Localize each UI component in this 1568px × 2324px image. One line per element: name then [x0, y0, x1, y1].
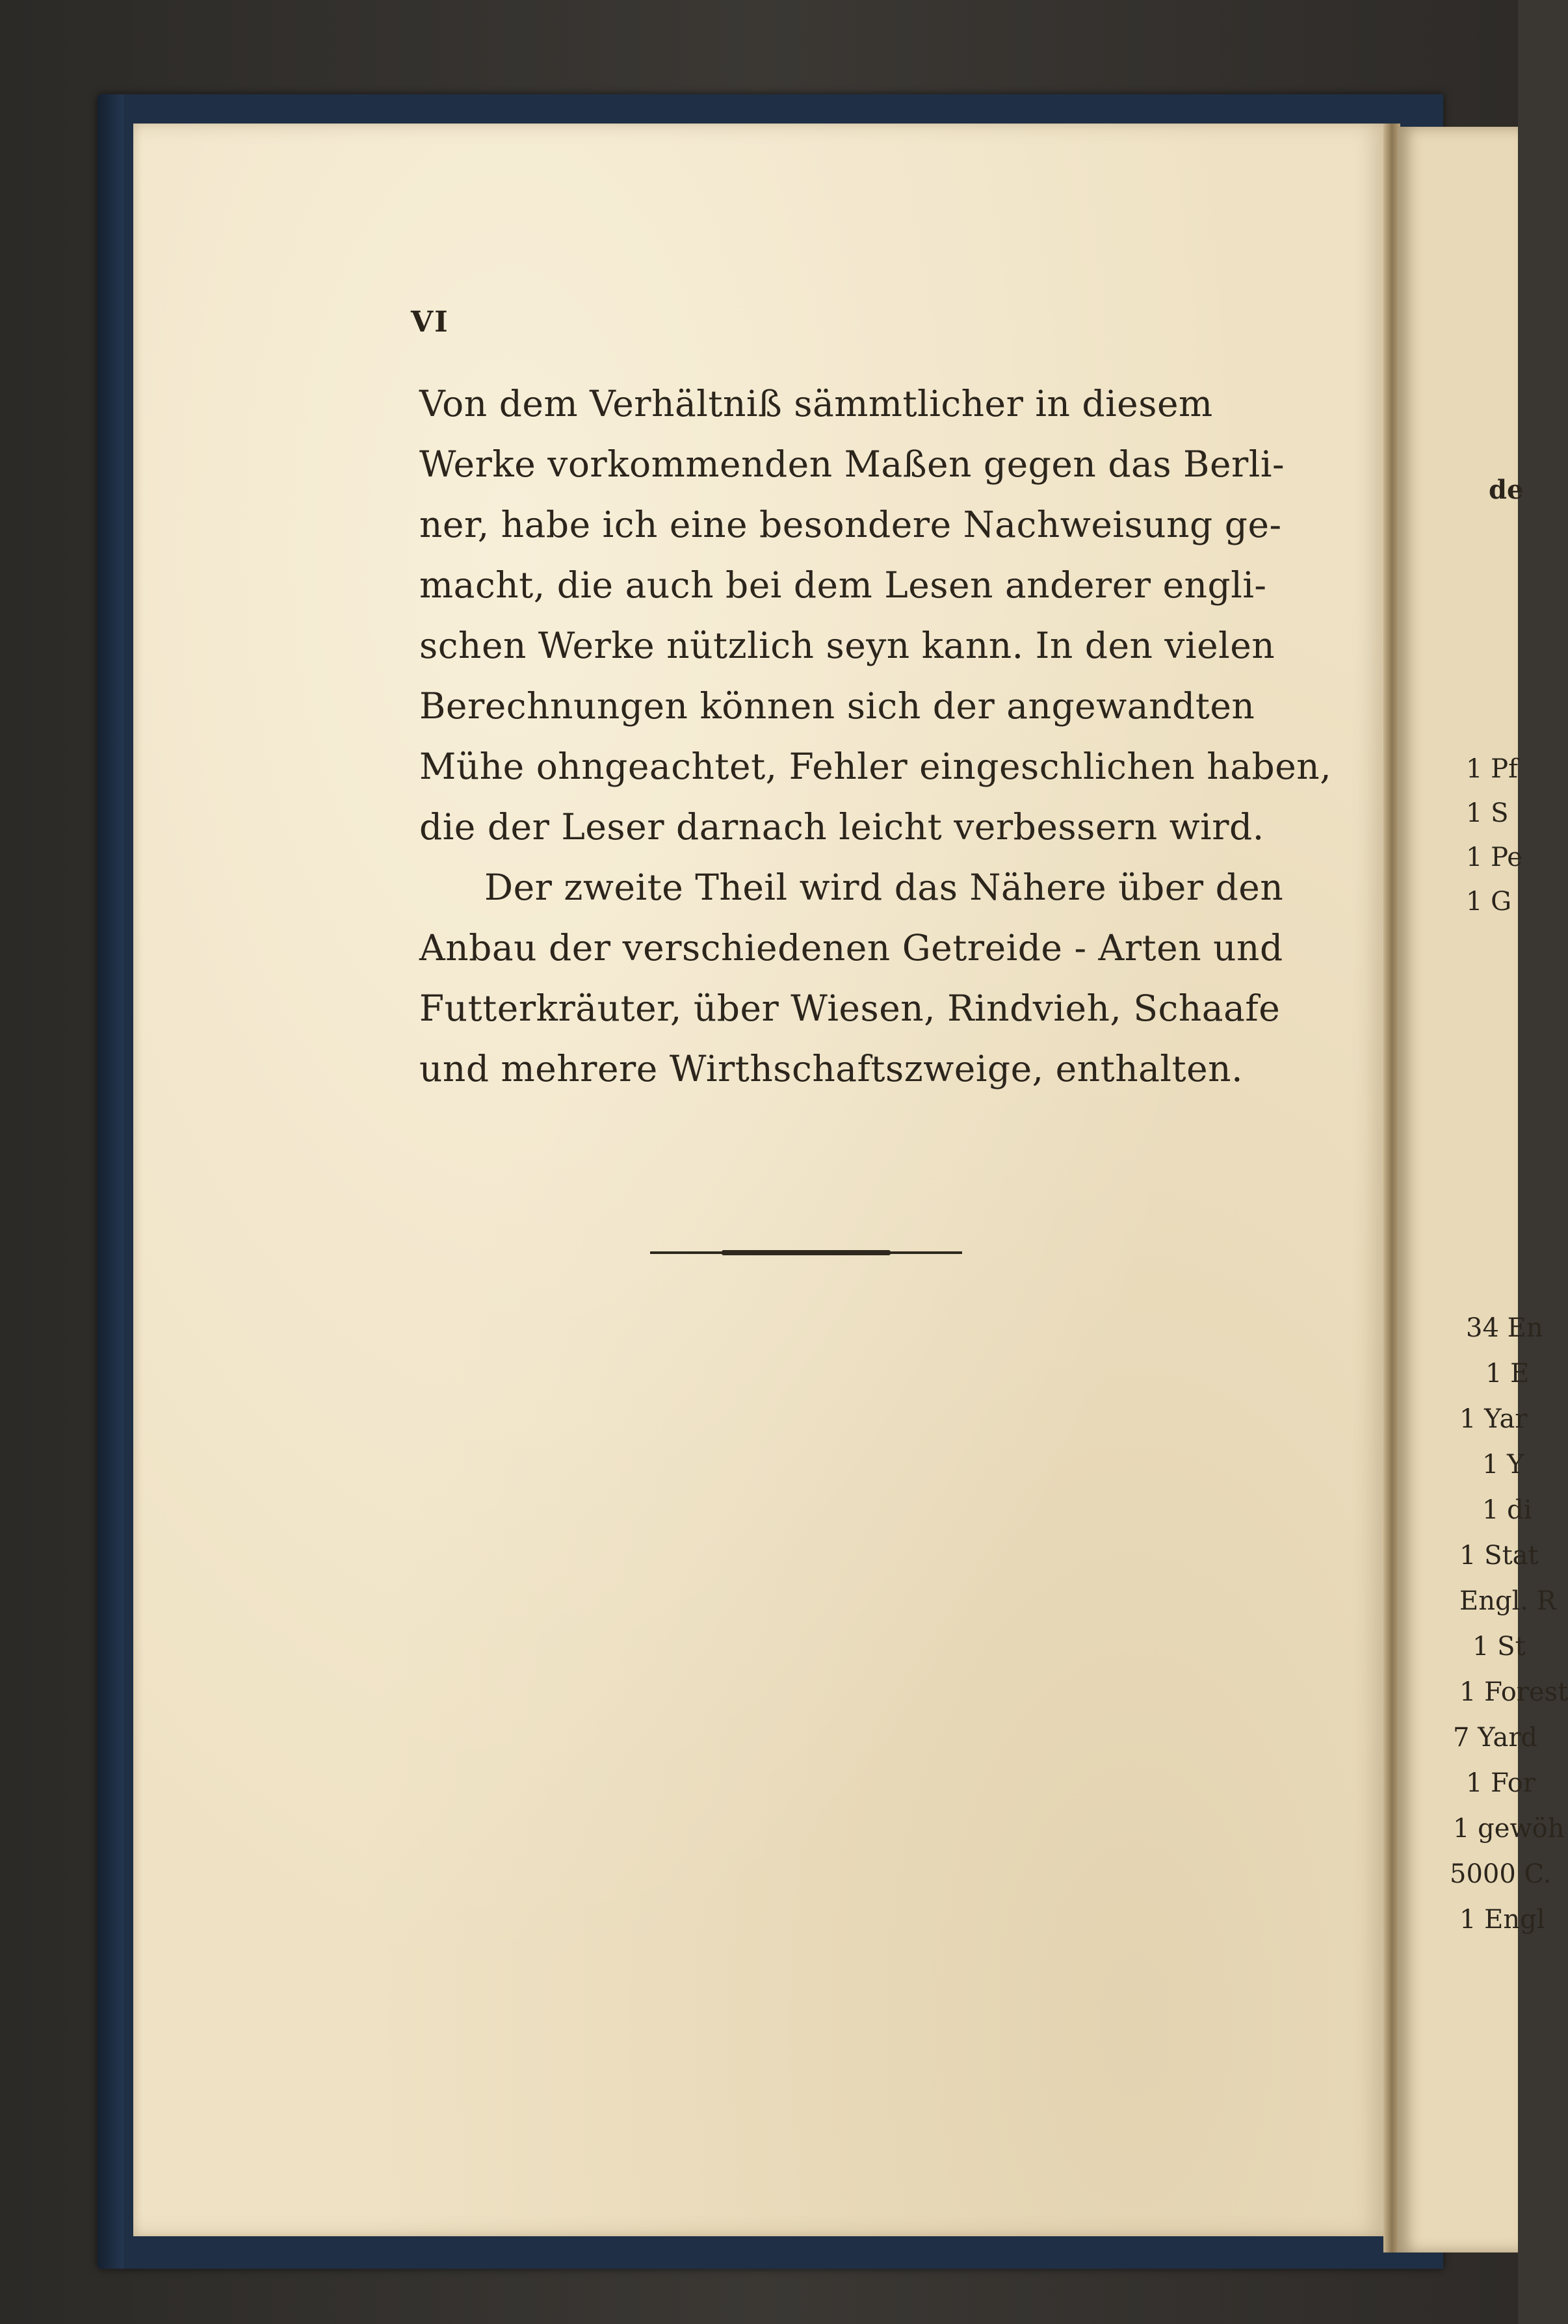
facing-entry: 1 gewöh [1453, 1814, 1565, 1844]
facing-entry: 1 Y [1482, 1450, 1524, 1480]
text-line: Futterkräuter, über Wiesen, Rindvieh, Schaafe [419, 987, 1281, 1029]
section-divider-ornament [722, 1250, 891, 1255]
facing-entry: 1 Pe [1466, 842, 1522, 872]
page-number: VI [411, 306, 449, 339]
facing-entry: 7 Yard [1453, 1723, 1538, 1753]
text-line: Berechnungen können sich der angewandten [419, 685, 1255, 727]
facing-entry: 1 E [1485, 1359, 1530, 1389]
facing-entry: 34 En [1466, 1313, 1543, 1343]
facing-entry: Engl. R [1459, 1586, 1556, 1616]
text-line: Mühe ohngeachtet, Fehler eingeschlichen haben, [419, 746, 1332, 787]
text-line: schen Werke nützlich seyn kann. In den vielen [419, 625, 1275, 666]
text-line: und mehrere Wirthschaftszweige, enthalten. [419, 1048, 1244, 1090]
body-text [419, 374, 1332, 1099]
facing-entry: 1 Stat [1459, 1541, 1539, 1571]
facing-entry: 1 Pf [1466, 754, 1518, 784]
facing-entry: 1 di [1482, 1495, 1532, 1525]
text-line: macht, die auch bei dem Lesen anderer engli- [419, 564, 1267, 606]
text-line: Werke vorkommenden Maßen gegen das Berli- [419, 443, 1285, 485]
text-line: Der zweite Theil wird das Nähere über den [484, 867, 1284, 908]
text-line: die der Leser darnach leicht verbessern wird. [419, 806, 1264, 848]
facing-entry: 1 S [1466, 798, 1509, 828]
facing-entry: 1 Forest [1459, 1677, 1568, 1707]
facing-entry: 1 Yar [1459, 1404, 1528, 1434]
facing-entry: 1 G [1466, 887, 1512, 917]
binding-spine-edge [98, 94, 124, 2269]
text-line: ner, habe ich eine besondere Nachweisung ge- [419, 504, 1282, 545]
facing-entry: 1 St [1472, 1632, 1526, 1662]
facing-entry: 1 Engl [1459, 1905, 1545, 1935]
facing-page-heading: de [1489, 475, 1524, 505]
text-line: Anbau der verschiedenen Getreide - Arten und [419, 927, 1283, 969]
facing-entry: 5000 C. [1450, 1859, 1552, 1889]
facing-entry: 1 For [1466, 1768, 1535, 1798]
text-line: Von dem Verhältniß sämmtlicher in diesem [419, 383, 1213, 424]
